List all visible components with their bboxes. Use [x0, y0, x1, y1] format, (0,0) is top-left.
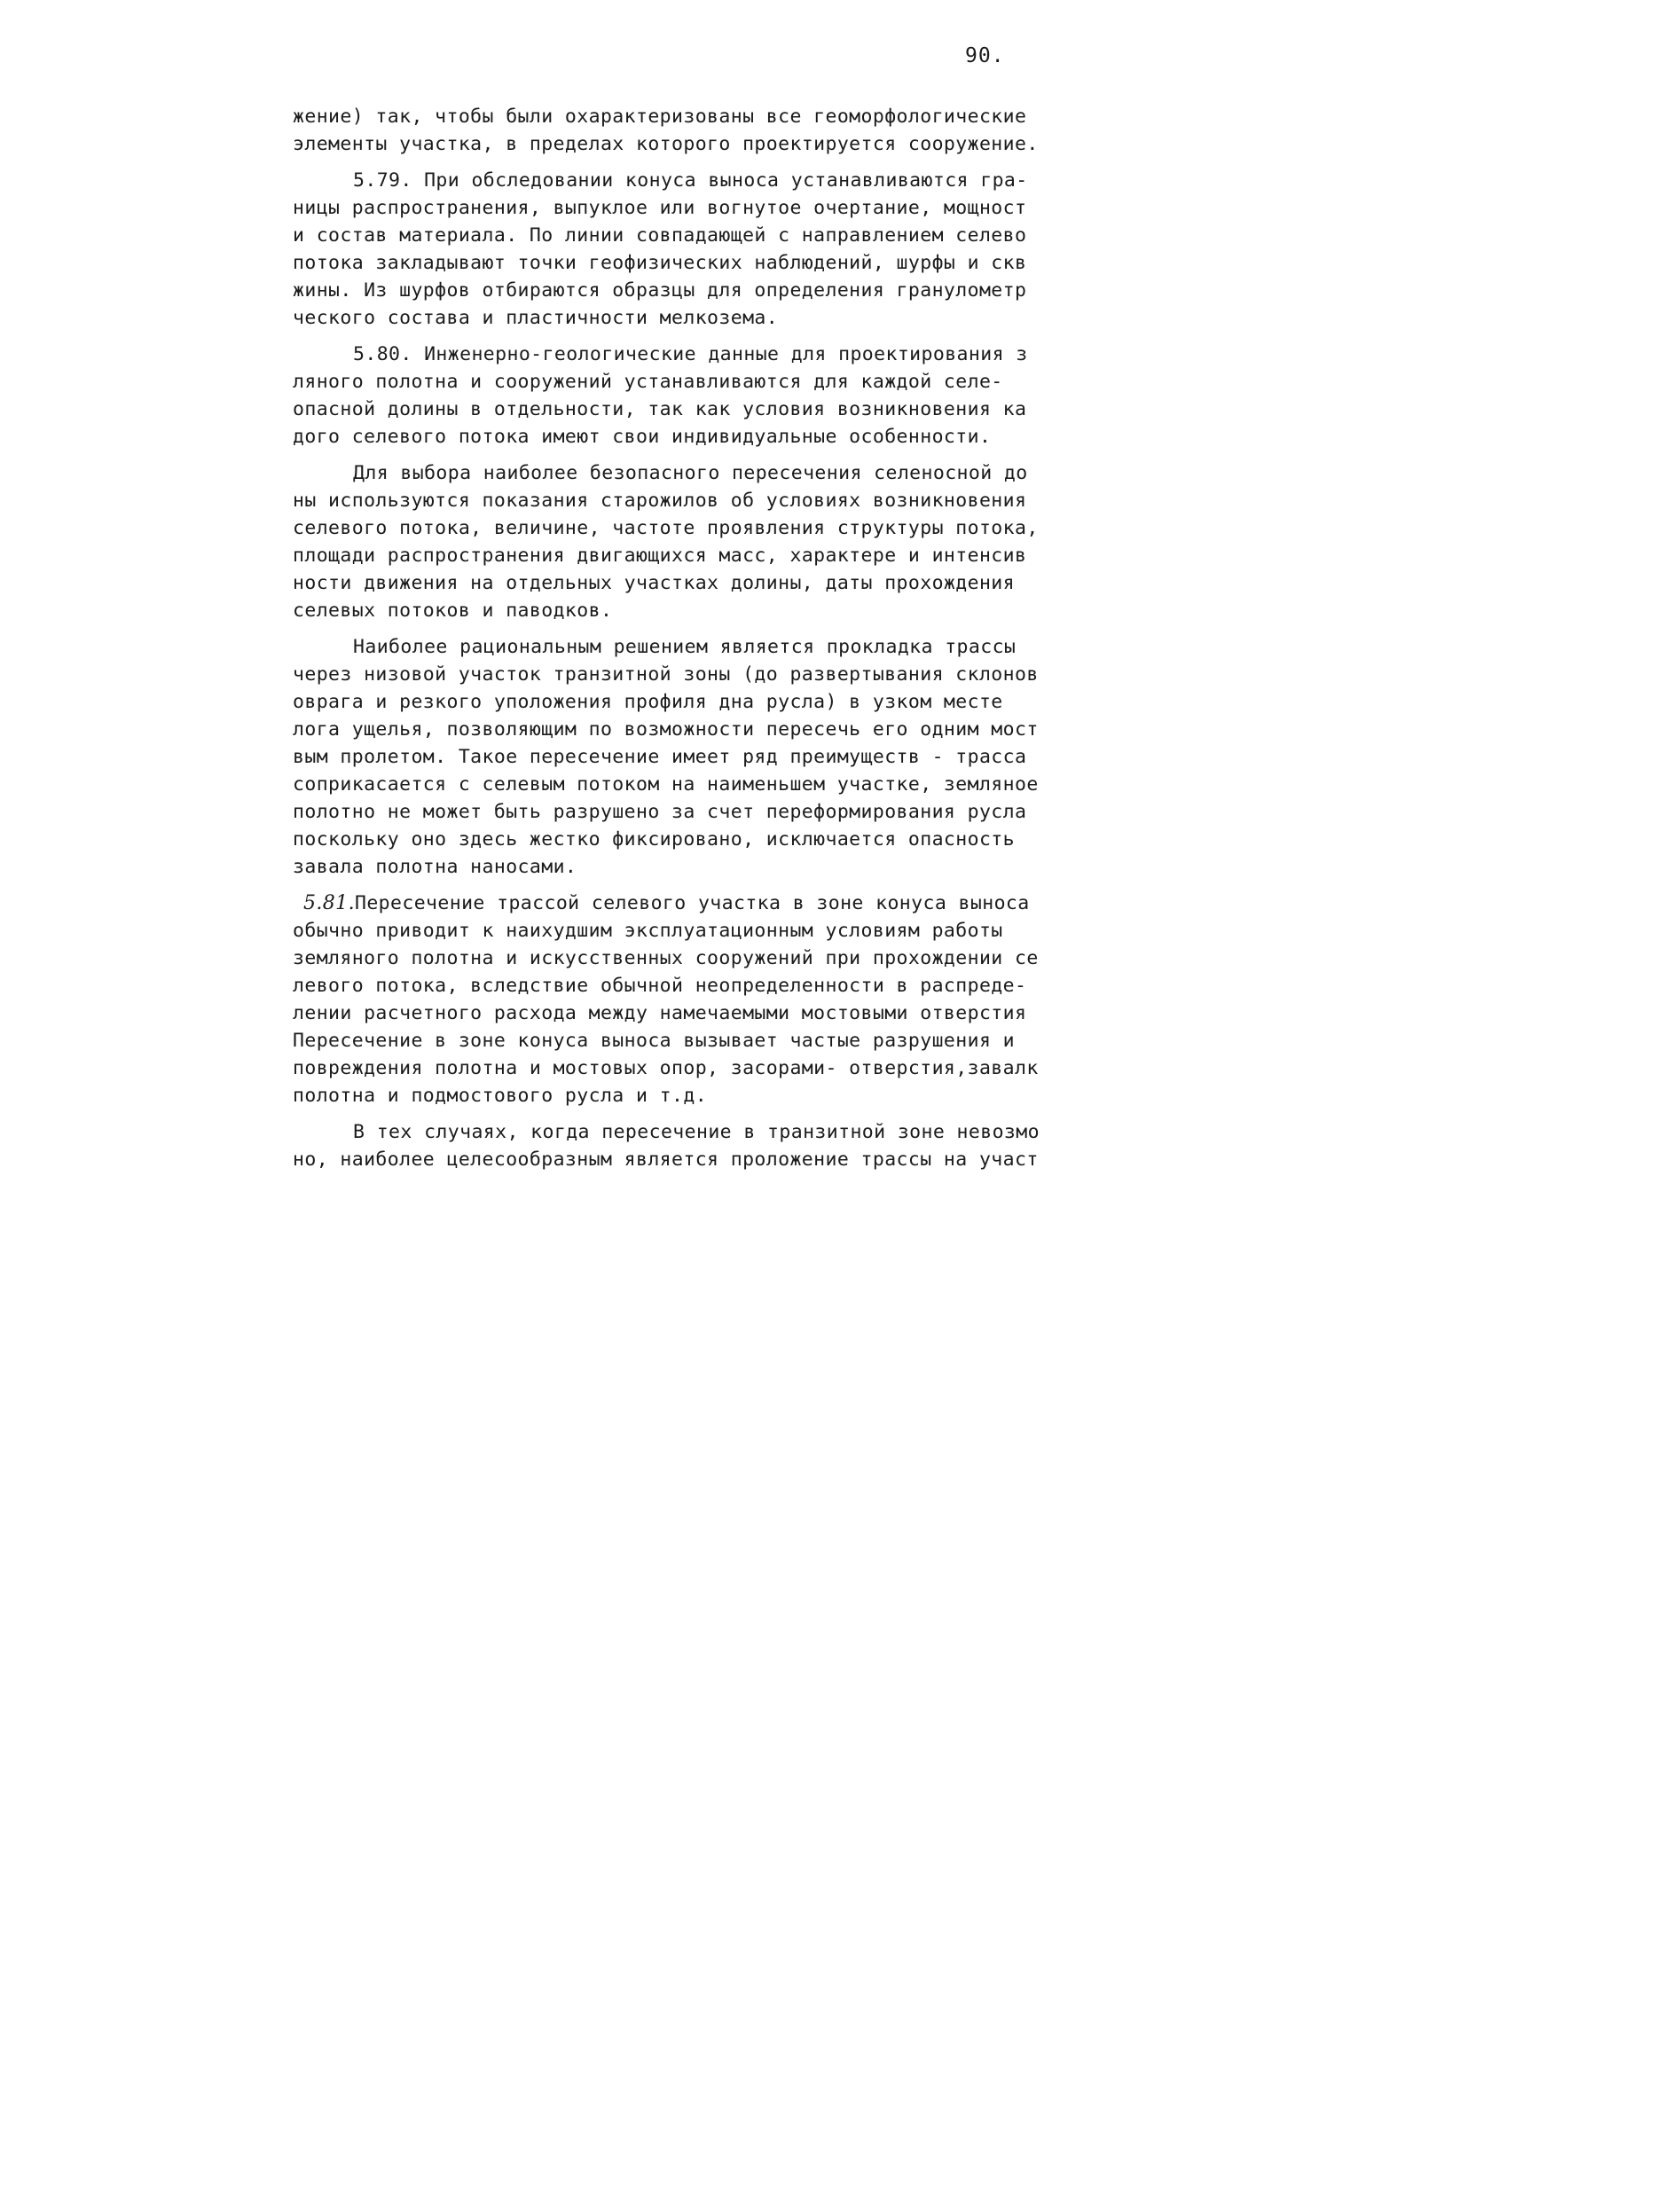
text-line: Наиболее рациональным решением является прокладка трассы [353, 636, 1017, 658]
paragraph [293, 633, 1073, 881]
text-line: 5.80. Инженерно-геологические данные для проектирования з [353, 343, 1028, 365]
paragraph-5-80 [293, 341, 1073, 451]
text-line: площади распространения двигающихся масс, характере и интенсив [293, 545, 1027, 567]
paragraph [293, 459, 1073, 624]
text-line: повреждения полотна и мостовых опор, засорами- отверстия,завалк [293, 1057, 1039, 1079]
text-line: земляного полотна и искусственных сооружений при прохождении се [293, 947, 1039, 969]
text-line: оврага и резкого уположения профиля дна русла) в узком месте [293, 691, 1003, 713]
text-line-content: Пересечение трассой селевого участка в зоне конуса выноса [354, 892, 1030, 914]
text-line: Пересечение в зоне конуса выноса вызывает частые разрушения и [293, 1030, 1015, 1052]
text-line [293, 890, 1073, 917]
text-line: вым пролетом. Такое пересечение имеет ряд преимуществ - трасса [293, 746, 1027, 768]
text-line: соприкасается с селевым потоком на наименьшем участке, земляное [293, 773, 1039, 796]
text-line: В тех случаях, когда пересечение в транзитной зоне невозмо [353, 1121, 1040, 1143]
text-line: ницы распространения, выпуклое или вогнутое очертание, мощност [293, 197, 1027, 219]
text-line: полотна и подмостового русла и т.д. [293, 1085, 708, 1107]
text-line: селевого потока, величине, частоте проявления структуры потока, [293, 517, 1039, 539]
text-line: поскольку оно здесь жестко фиксировано, исключается опасность [293, 828, 1015, 851]
text-line: ности движения на отдельных участках долины, даты прохождения [293, 572, 1015, 594]
text-line: лога ущелья, позволяющим по возможности пересечь его одним мост [293, 718, 1039, 741]
text-line: Для выбора наиболее безопасного пересечения селеносной до [353, 462, 1028, 484]
text-line: ляного полотна и сооружений устанавливаются для каждой селе- [293, 371, 1003, 393]
text-line: селевых потоков и паводков. [293, 600, 613, 622]
text-line: 5.79. При обследовании конуса выноса устанавливаются гра- [353, 169, 1028, 192]
text-line: жины. Из шурфов отбираются образцы для определения гранулометр [293, 279, 1027, 302]
document-body [293, 103, 1073, 1182]
text-line: и состав материала. По линии совпадающей с направлением селево [293, 224, 1027, 247]
text-line: ческого состава и пластичности мелкозема. [293, 307, 779, 329]
text-line: полотно не может быть разрушено за счет переформирования русла [293, 801, 1027, 823]
text-line: обычно приводит к наихудшим эксплуатационным условиям работы [293, 920, 1003, 942]
paragraph [293, 103, 1073, 158]
text-line: левого потока, вследствие обычной неопределенности в распреде- [293, 975, 1027, 997]
text-line: потока закладывают точки геофизических наблюдений, шурфы и скв [293, 252, 1027, 274]
text-line: через низовой участок транзитной зоны (до развертывания склонов [293, 663, 1039, 686]
paragraph-5-81 [293, 890, 1073, 1109]
page-number: 90. [965, 44, 1005, 67]
paragraph-5-79 [293, 167, 1073, 332]
text-line: ны используются показания старожилов об условиях возникновения [293, 490, 1027, 512]
text-line: завала полотна наносами. [293, 856, 577, 878]
paragraph [293, 1118, 1073, 1173]
text-line: но, наиболее целесообразным является проложение трассы на участ [293, 1149, 1039, 1171]
text-line: элементы участка, в пределах которого проектируется сооружение. [293, 133, 1039, 155]
text-line: лении расчетного расхода между намечаемыми мостовыми отверстия [293, 1002, 1027, 1024]
text-line: опасной долины в отдельности, так как условия возникновения ка [293, 398, 1027, 420]
text-line: жение) так, чтобы были охарактеризованы все геоморфологические [293, 106, 1027, 128]
text-line: дого селевого потока имеют свои индивидуальные особенности. [293, 426, 992, 448]
handwritten-section-number: 5.81. [303, 892, 355, 914]
